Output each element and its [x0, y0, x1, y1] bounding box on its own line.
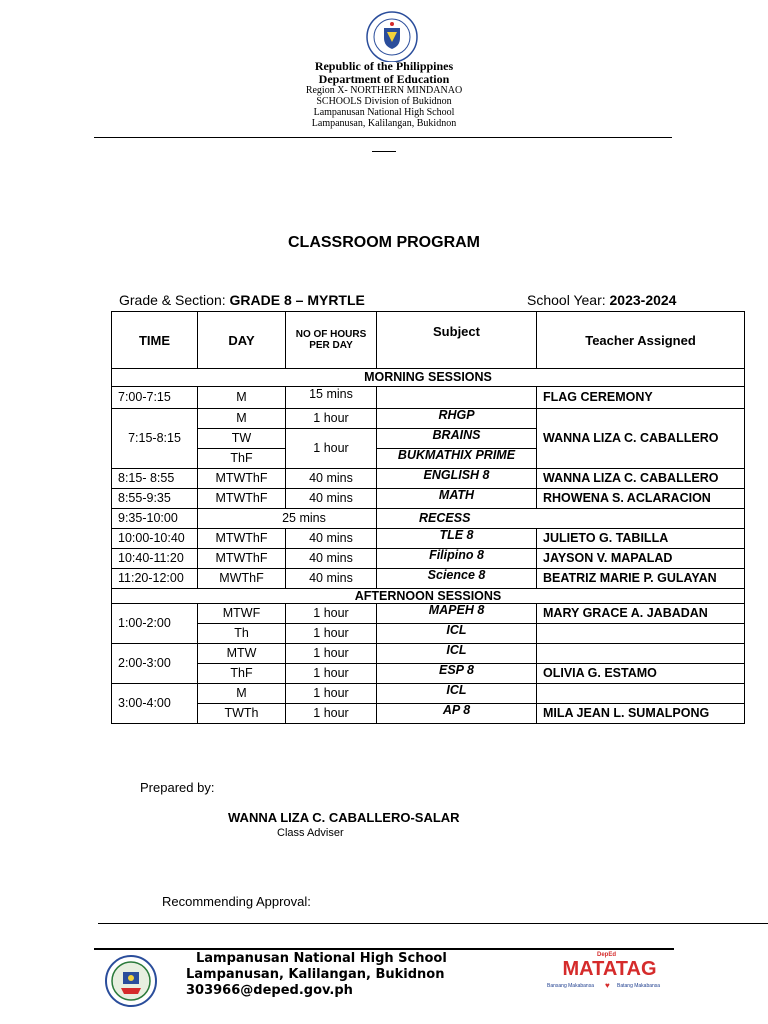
hours-cell: 1 hour [286, 684, 377, 704]
hours-cell: 1 hour [286, 704, 377, 724]
footer-address: Lampanusan, Kalilangan, Bukidnon [186, 967, 445, 982]
time-cell: 7:00-7:15 [112, 387, 198, 409]
sy-label: School Year: [527, 292, 610, 308]
section-row [112, 589, 745, 604]
subject-cell: TLE 8 [377, 529, 537, 549]
subject-cell: MATH [377, 489, 537, 509]
teacher-cell: RHOWENA S. ACLARACION [537, 489, 745, 509]
teacher-cell [537, 684, 745, 704]
program-table [111, 311, 745, 724]
teacher-cell: OLIVIA G. ESTAMO [537, 664, 745, 684]
day-cell: MTW [198, 644, 286, 664]
day-cell: M [198, 387, 286, 409]
grade-section [119, 292, 365, 308]
table-row [112, 509, 745, 529]
time-cell: 11:20-12:00 [112, 569, 198, 589]
subject-cell: ICL [377, 684, 537, 704]
subject-cell: RHGP [377, 409, 537, 429]
time-cell: 8:15- 8:55 [112, 469, 198, 489]
hours-cell: 1 hour [286, 409, 377, 429]
subject-cell [377, 387, 537, 409]
subject-cell: ENGLISH 8 [377, 469, 537, 489]
table-row [112, 624, 745, 644]
header-hours [286, 312, 377, 369]
teacher-cell: JULIETO G. TABILLA [537, 529, 745, 549]
teacher-cell: MARY GRACE A. JABADAN [537, 604, 745, 624]
morning-sessions: MORNING SESSIONS [112, 369, 745, 387]
section-row [112, 369, 745, 387]
table-row [112, 387, 745, 409]
header-subject: Subject [377, 312, 537, 369]
header-teacher: Teacher Assigned [537, 312, 745, 369]
hours-cell: 1 hour [286, 624, 377, 644]
teacher-cell [537, 624, 745, 644]
footer-email: 303966@deped.gov.ph [186, 983, 353, 998]
day-cell: MTWThF [198, 549, 286, 569]
hours-cell: 40 mins [286, 529, 377, 549]
table-row [112, 704, 745, 724]
hours-cell: 40 mins [286, 549, 377, 569]
subject-cell: BUKMATHIX PRIME [377, 449, 537, 469]
deped-seal [351, 8, 433, 58]
hours-cell: 1 hour [286, 604, 377, 624]
subject-cell: ICL [377, 624, 537, 644]
time-cell: 3:00-4:00 [112, 684, 198, 724]
header-region: Region X- NORTHERN MINDANAO [305, 85, 463, 96]
day-cell: ThF [198, 449, 286, 469]
sy-value: 2023-2024 [609, 292, 677, 308]
header-rule [94, 137, 672, 138]
header-hours-label: NO OF HOURS PER DAY [295, 329, 367, 351]
table-row [112, 664, 745, 684]
day-cell: MTWThF [198, 529, 286, 549]
day-cell: ThF [198, 664, 286, 684]
time-cell: 10:00-10:40 [112, 529, 198, 549]
hours-cell: 40 mins [286, 569, 377, 589]
school-year [527, 292, 676, 308]
day-cell: M [198, 409, 286, 429]
subject-cell: ESP 8 [377, 664, 537, 684]
matatag-logo [543, 952, 676, 996]
day-cell: MWThF [198, 569, 286, 589]
afternoon-sessions: AFTERNOON SESSIONS [112, 589, 745, 604]
table-row [112, 684, 745, 704]
hours-cell: 15 mins [286, 387, 377, 409]
header-department: Department of Education [318, 72, 450, 86]
hours-cell: 40 mins [286, 489, 377, 509]
document-title: CLASSROOM PROGRAM [288, 234, 480, 251]
table-row [112, 489, 745, 509]
subject-cell: Science 8 [377, 569, 537, 589]
teacher-cell: BEATRIZ MARIE P. GULAYAN [537, 569, 745, 589]
subject-cell: MAPEH 8 [377, 604, 537, 624]
signature-rule [98, 923, 768, 924]
day-cell: Th [198, 624, 286, 644]
teacher-cell: WANNA LIZA C. CABALLERO [537, 409, 745, 469]
time-cell: 7:15-8:15 [112, 409, 198, 469]
table-row [112, 529, 745, 549]
table-row [112, 644, 745, 664]
teacher-cell: WANNA LIZA C. CABALLERO [537, 469, 745, 489]
subject-cell: ICL [377, 644, 537, 664]
day-cell: TW [198, 429, 286, 449]
time-cell: 8:55-9:35 [112, 489, 198, 509]
subject-cell: Filipino 8 [377, 549, 537, 569]
time-cell: 9:35-10:00 [112, 509, 198, 529]
adviser-name: WANNA LIZA C. CABALLERO-SALAR [228, 810, 460, 825]
table-header-row [112, 312, 745, 369]
table-row [112, 604, 745, 624]
footer-school-name: Lampanusan National High School [196, 951, 447, 966]
hours-cell: 1 hour [286, 664, 377, 684]
table-row [112, 549, 745, 569]
heart-icon: ♥ [605, 981, 610, 990]
day-cell: MTWThF [198, 469, 286, 489]
day-cell: TWTh [198, 704, 286, 724]
header-division: SCHOOLS Division of Bukidnon [316, 96, 452, 107]
matatag-tagline-1: Bansang Makabansa [547, 983, 594, 989]
matatag-wordmark: MATATAG [562, 958, 657, 980]
school-logo [104, 954, 158, 1008]
footer-rule [94, 948, 674, 950]
day-cell: MTWThF [198, 489, 286, 509]
teacher-cell: FLAG CEREMONY [537, 387, 745, 409]
header-day: DAY [198, 312, 286, 369]
matatag-tagline-2: Batang Makabansa [617, 983, 661, 989]
prepared-by-label: Prepared by: [140, 780, 215, 795]
hours-cell: 40 mins [286, 469, 377, 489]
time-cell: 2:00-3:00 [112, 644, 198, 684]
grade-label: Grade & Section: [119, 292, 230, 308]
day-cell: MTWF [198, 604, 286, 624]
header-address: Lampanusan, Kalilangan, Bukidnon [311, 118, 457, 129]
table-row [112, 409, 745, 429]
hours-cell: 1 hour [286, 644, 377, 664]
time-cell: 10:40-11:20 [112, 549, 198, 569]
teacher-cell: JAYSON V. MAPALAD [537, 549, 745, 569]
subject-cell: AP 8 [377, 704, 537, 724]
teacher-cell [537, 644, 745, 664]
hours-cell: 25 mins [198, 509, 377, 529]
grade-value: GRADE 8 – MYRTLE [229, 292, 365, 308]
table-row [112, 469, 745, 489]
subject-cell: BRAINS [377, 429, 537, 449]
deped-small-label: DepEd [597, 952, 617, 958]
teacher-cell: MILA JEAN L. SUMALPONG [537, 704, 745, 724]
header-school: Lampanusan National High School [313, 107, 455, 118]
header-rule-short [372, 151, 396, 152]
day-cell: M [198, 684, 286, 704]
time-cell: 1:00-2:00 [112, 604, 198, 644]
adviser-role: Class Adviser [277, 827, 344, 839]
table-row [112, 569, 745, 589]
recess-label: RECESS [419, 511, 471, 525]
recommending-label: Recommending Approval: [162, 894, 311, 909]
hours-cell: 1 hour [286, 429, 377, 469]
header-time: TIME [112, 312, 198, 369]
header-republic: Republic of the Philippines [314, 59, 454, 73]
subject-cell [377, 509, 745, 529]
